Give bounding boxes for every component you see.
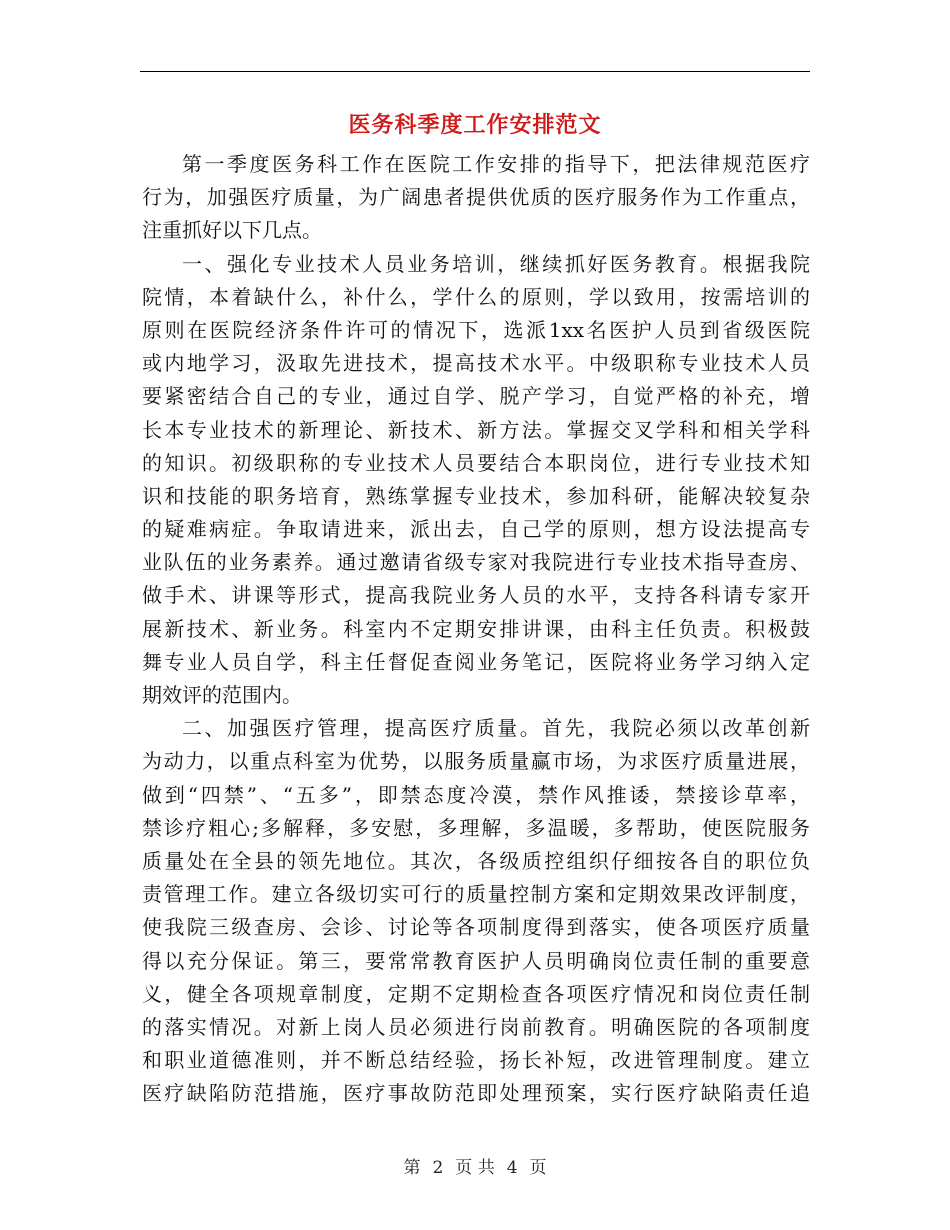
text-line: 期效评的范围内。 <box>142 683 302 707</box>
text-line: 院情，本着缺什么，补什么，学什么的原则，学以致用，按需培训的 <box>142 284 810 309</box>
text-line: 业队伍的业务素养。通过邀请省级专家对我院进行专业技术指导查房、 <box>142 550 810 575</box>
text-line: 使我院三级查房、会诊、讨论等各项制度得到落实，使各项医疗质量 <box>142 915 810 940</box>
page-footer <box>0 1153 950 1178</box>
footer-suffix: 页 <box>529 1158 547 1178</box>
footer-middle: 页 共 <box>455 1158 495 1178</box>
document-title: 医务科季度工作安排范文 <box>348 112 602 138</box>
text-line: 原则在医院经济条件许可的情况下，选派1xx名医护人员到省级医院 <box>142 317 810 342</box>
text-line: 的疑难病症。争取请进来，派出去，自己学的原则，想方设法提高专 <box>142 517 810 542</box>
document-body <box>142 148 810 1110</box>
text-line: 禁诊疗粗心;多解释，多安慰，多理解，多温暖，多帮助，使医院服务 <box>142 815 810 840</box>
text-line: 责管理工作。建立各级切实可行的质量控制方案和定期效果改评制度， <box>142 882 810 907</box>
text-line: 的知识。初级职称的专业技术人员要结合本职岗位，进行专业技术知 <box>142 450 810 475</box>
text-line: 注重抓好以下几点。 <box>142 218 322 243</box>
text-line: 为动力，以重点科室为优势，以服务质量赢市场，为求医疗质量进展， <box>142 749 810 774</box>
text-line: 展新技术、新业务。科室内不定期安排讲课，由科主任负责。积极鼓 <box>142 616 810 641</box>
text-line: 长本专业技术的新理论、新技术、新方法。掌握交叉学科和相关学科 <box>142 417 810 442</box>
footer-current-page: 2 <box>432 1158 444 1178</box>
text-line: 做手术、讲课等形式，提高我院业务人员的水平，支持各科请专家开 <box>142 583 810 608</box>
text-line: 的落实情况。对新上岗人员必须进行岗前教育。明确医院的各项制度 <box>142 1014 810 1039</box>
text-line: 识和技能的职务培育，熟练掌握专业技术，参加科研，能解决较复杂 <box>142 483 810 508</box>
text-line: 和职业道德准则，并不断总结经验，扬长补短，改进管理制度。建立 <box>142 1048 810 1073</box>
footer-total-pages: 4 <box>506 1158 518 1178</box>
text-line: 要紧密结合自己的专业，通过自学、脱产学习，自觉严格的补充，增 <box>142 384 810 409</box>
text-line: 得以充分保证。第三，要常常教育医护人员明确岗位责任制的重要意 <box>142 948 810 973</box>
text-line: 第一季度医务科工作在医院工作安排的指导下，把法律规范医疗 <box>182 152 810 176</box>
header-rule <box>140 71 810 72</box>
text-line: 舞专业人员自学，科主任督促查阅业务笔记，医院将业务学习纳入定 <box>142 649 810 674</box>
text-line: 行为，加强医疗质量，为广阔患者提供优质的医疗服务作为工作重点， <box>142 185 810 210</box>
text-line: 做到“四禁”、“五多”，即禁态度冷漠，禁作风推诿，禁接诊草率， <box>142 782 810 807</box>
text-line: 医疗缺陷防范措施，医疗事故防范即处理预案，实行医疗缺陷责任追 <box>142 1081 810 1106</box>
text-line: 一、强化专业技术人员业务培训，继续抓好医务教育。根据我院 <box>182 251 810 276</box>
text-line: 质量处在全县的领先地位。其次，各级质控组织仔细按各自的职位负 <box>142 848 810 873</box>
text-line: 二、加强医疗管理，提高医疗质量。首先，我院必须以改革创新 <box>182 716 810 741</box>
text-line: 义，健全各项规章制度，定期不定期检查各项医疗情况和岗位责任制 <box>142 981 810 1006</box>
footer-prefix: 第 <box>403 1158 421 1178</box>
text-line: 或内地学习，汲取先进技术，提高技术水平。中级职称专业技术人员 <box>142 351 810 376</box>
